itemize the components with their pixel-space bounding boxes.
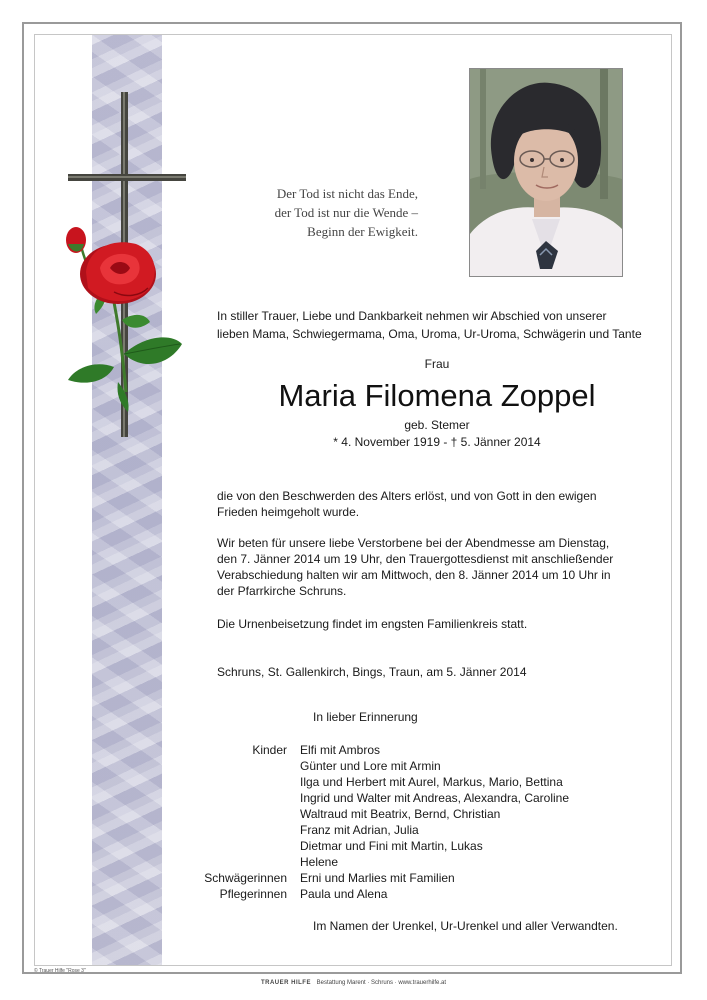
birth-name: geb. Stemer [404,418,470,432]
carers-row [200,886,660,902]
sisters-in-law-row [200,870,660,886]
paragraph-line: die von den Beschwerden des Alters erlöst, und von Gott in den ewigen [217,489,597,503]
carers-label: Pflegerinnen [219,887,287,901]
sisters-in-law-label: Schwägerinnen [204,871,287,885]
quote-line: Der Tod ist nicht das Ende, [276,186,418,201]
place-date [217,664,657,680]
quote-line: Beginn der Ewigkeit. [307,224,418,239]
paragraph-line: den 7. Jänner 2014 um 19 Uhr, den Trauergottesdienst mit anschließender [217,552,614,566]
paragraph-line: Schruns, St. Gallenkirch, Bings, Traun, am 5. Jänner 2014 [217,665,527,679]
sisters-in-law-names: Erni und Marlies mit Familien [300,871,455,885]
footer-text: Bestattung Marent · Schruns · www.trauerhilfe.at [316,980,447,986]
family-list [200,742,660,902]
child-entry: Waltraud mit Beatrix, Bernd, Christian [300,807,501,821]
child-entry: Franz mit Adrian, Julia [300,823,419,837]
urn-paragraph [217,616,657,632]
intro-line: In stiller Trauer, Liebe und Dankbarkeit nehmen wir Abschied von unserer [217,309,607,323]
children-label: Kinder [252,743,287,757]
child-entry: Ingrid und Walter mit Andreas, Alexandra, Caroline [300,791,570,805]
memory-label: In lieber Erinnerung [313,710,418,724]
cross-rose-icon [52,92,192,442]
children-row [200,742,660,870]
paragraph-line: Die Urnenbeisetzung findet im engsten Familienkreis statt. [217,617,528,631]
prayer-paragraph [217,535,657,599]
child-entry: Elfi mit Ambros [300,743,381,757]
footer [0,980,707,986]
salutation: Frau [424,357,450,371]
carers-names: Paula und Alena [300,887,388,901]
paragraph-line: der Pfarrkirche Schruns. [217,584,347,598]
closing-line: Im Namen der Urenkel, Ur-Urenkel und aller Verwandten. [313,919,618,933]
child-entry: Dietmar und Fini mit Martin, Lukas [300,839,483,853]
portrait-photo [469,68,623,277]
image-credit: © Trauer Hilfe "Rose 3" [34,968,86,974]
child-entry: Helene [300,855,339,869]
life-dates: * 4. November 1919 - † 5. Jänner 2014 [333,435,541,449]
relief-paragraph [217,488,657,520]
memorial-quote [250,184,418,241]
child-entry: Günter und Lore mit Armin [300,759,441,773]
intro-text [217,307,657,343]
paragraph-line: Verabschiedung halten wir am Mittwoch, den 8. Jänner 2014 um 10 Uhr in [217,568,611,582]
footer-brand: TRAUER HILFE [260,980,311,986]
quote-line: der Tod ist nur die Wende – [274,205,418,220]
deceased-name: Maria Filomena Zoppel [278,378,596,413]
intro-line: lieben Mama, Schwiegermama, Oma, Uroma, Ur-Uroma, Schwägerin und Tante [217,327,642,341]
child-entry: Ilga und Herbert mit Aurel, Markus, Mario, Bettina [300,775,563,789]
paragraph-line: Wir beten für unsere liebe Verstorbene bei der Abendmesse am Dienstag, [217,536,610,550]
children-names [300,742,569,870]
paragraph-line: Frieden heimgeholt wurde. [217,505,360,519]
